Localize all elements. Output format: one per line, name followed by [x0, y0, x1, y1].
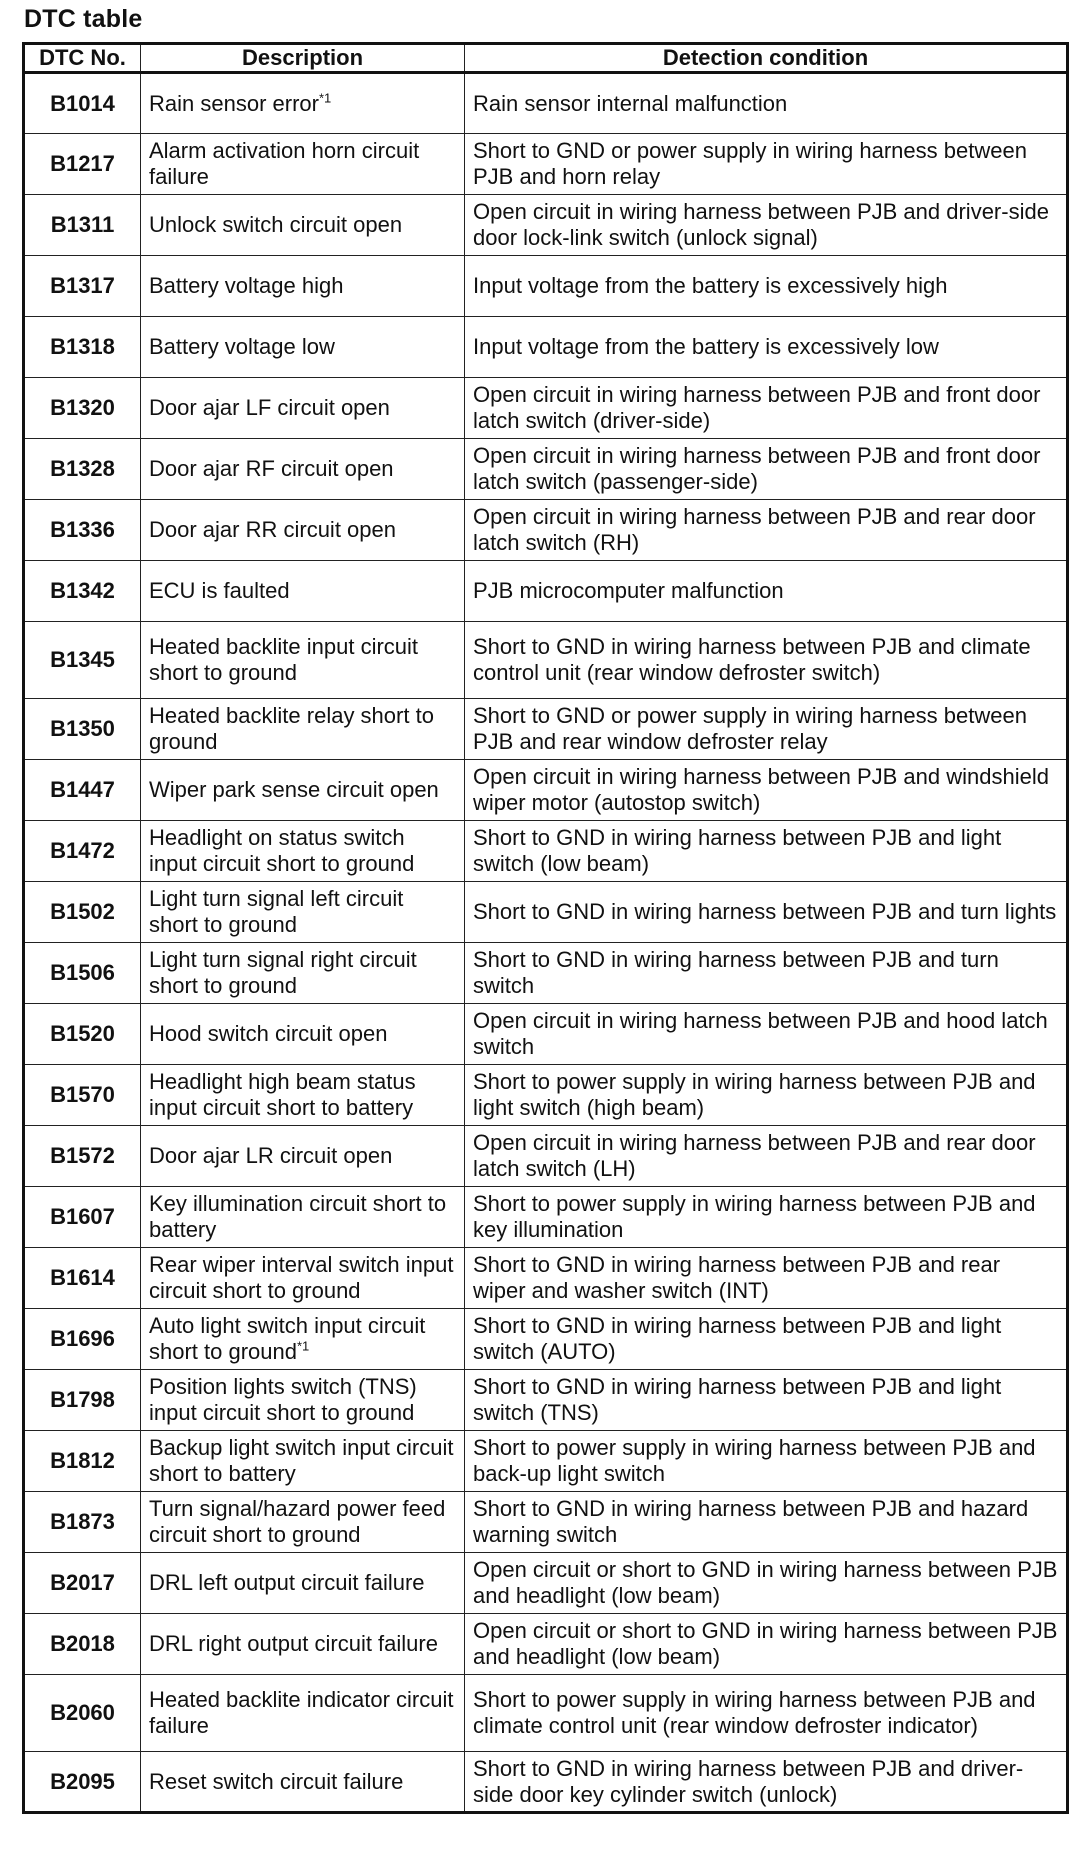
dtc-code-cell: B1570	[24, 1065, 141, 1126]
description-cell	[141, 1309, 465, 1370]
description-text: Key illumination circuit short to battery	[149, 1191, 447, 1242]
dtc-code-cell: B1607	[24, 1187, 141, 1248]
description-text: Door ajar LR circuit open	[149, 1143, 393, 1168]
description-cell	[141, 1431, 465, 1492]
description-text: Rear wiper interval switch input circuit short to ground	[149, 1252, 454, 1303]
footnote-marker: *1	[296, 1338, 310, 1354]
table-row	[24, 1752, 1068, 1813]
dtc-code-cell: B2018	[24, 1614, 141, 1675]
description-text: Heated backlite indicator circuit failure	[149, 1687, 454, 1738]
description-text: Door ajar LF circuit open	[149, 395, 390, 420]
description-text: Wiper park sense circuit open	[149, 777, 439, 802]
table-row	[24, 699, 1068, 760]
table-row	[24, 1431, 1068, 1492]
detection-condition-cell: Short to GND in wiring harness between PJB and rear wiper and washer switch (INT)	[465, 1248, 1068, 1309]
dtc-code-cell: B1572	[24, 1126, 141, 1187]
detection-condition-cell: PJB microcomputer malfunction	[465, 561, 1068, 622]
dtc-code-cell: B1350	[24, 699, 141, 760]
description-text: Alarm activation horn circuit failure	[149, 138, 420, 189]
table-row	[24, 73, 1068, 134]
table-row	[24, 195, 1068, 256]
description-text: Headlight on status switch input circuit short to ground	[149, 825, 415, 876]
dtc-code-cell: B1520	[24, 1004, 141, 1065]
description-cell	[141, 500, 465, 561]
detection-condition-cell: Short to GND in wiring harness between PJB and light switch (TNS)	[465, 1370, 1068, 1431]
header-row	[24, 44, 1068, 73]
dtc-table	[22, 42, 1069, 1814]
detection-condition-cell: Short to GND in wiring harness between PJB and light switch (AUTO)	[465, 1309, 1068, 1370]
detection-condition-cell: Open circuit in wiring harness between PJB and front door latch switch (driver-side)	[465, 378, 1068, 439]
dtc-code-cell: B1014	[24, 73, 141, 134]
dtc-code-cell: B1345	[24, 622, 141, 699]
description-cell	[141, 1553, 465, 1614]
detection-condition-cell: Short to GND in wiring harness between PJB and hazard warning switch	[465, 1492, 1068, 1553]
detection-condition-cell: Short to power supply in wiring harness between PJB and key illumination	[465, 1187, 1068, 1248]
dtc-code-cell: B2060	[24, 1675, 141, 1752]
description-cell	[141, 1065, 465, 1126]
description-text: Battery voltage low	[149, 334, 335, 359]
dtc-code-cell: B1502	[24, 882, 141, 943]
detection-condition-cell: Rain sensor internal malfunction	[465, 73, 1068, 134]
detection-condition-cell: Input voltage from the battery is excessively low	[465, 317, 1068, 378]
description-text: Light turn signal left circuit short to ground	[149, 886, 404, 937]
table-row	[24, 439, 1068, 500]
description-cell	[141, 622, 465, 699]
dtc-code-cell: B1320	[24, 378, 141, 439]
column-header-detection-condition: Detection condition	[465, 44, 1068, 73]
description-cell	[141, 1752, 465, 1813]
detection-condition-cell: Short to GND in wiring harness between PJB and driver-side door key cylinder switch (unlock)	[465, 1752, 1068, 1813]
table-row	[24, 760, 1068, 821]
description-cell	[141, 195, 465, 256]
detection-condition-cell: Short to GND in wiring harness between PJB and light switch (low beam)	[465, 821, 1068, 882]
detection-condition-cell: Open circuit in wiring harness between PJB and rear door latch switch (LH)	[465, 1126, 1068, 1187]
description-cell	[141, 1187, 465, 1248]
dtc-code-cell: B1317	[24, 256, 141, 317]
column-header-description: Description	[141, 44, 465, 73]
detection-condition-cell: Open circuit in wiring harness between PJB and hood latch switch	[465, 1004, 1068, 1065]
description-cell	[141, 1492, 465, 1553]
table-row	[24, 1309, 1068, 1370]
table-row	[24, 1614, 1068, 1675]
footnote-marker: *1	[318, 90, 332, 106]
description-cell	[141, 821, 465, 882]
detection-condition-cell: Open circuit in wiring harness between PJB and front door latch switch (passenger-side)	[465, 439, 1068, 500]
dtc-code-cell: B1447	[24, 760, 141, 821]
table-row	[24, 378, 1068, 439]
table-row	[24, 1065, 1068, 1126]
detection-condition-cell: Short to GND in wiring harness between PJB and climate control unit (rear window defroster switch)	[465, 622, 1068, 699]
description-text: Auto light switch input circuit short to ground	[149, 1313, 426, 1364]
description-cell	[141, 1004, 465, 1065]
detection-condition-cell: Short to GND in wiring harness between PJB and turn switch	[465, 943, 1068, 1004]
table-row	[24, 1492, 1068, 1553]
description-text: Battery voltage high	[149, 273, 344, 298]
description-cell	[141, 882, 465, 943]
table-row	[24, 561, 1068, 622]
table-row	[24, 1370, 1068, 1431]
description-cell	[141, 1126, 465, 1187]
description-text: Turn signal/hazard power feed circuit short to ground	[149, 1496, 446, 1547]
dtc-code-cell: B1328	[24, 439, 141, 500]
description-text: DRL left output circuit failure	[149, 1570, 425, 1595]
detection-condition-cell: Short to GND in wiring harness between PJB and turn lights	[465, 882, 1068, 943]
description-cell	[141, 1675, 465, 1752]
dtc-code-cell: B1217	[24, 134, 141, 195]
description-text: Headlight high beam status input circuit short to battery	[149, 1069, 416, 1120]
dtc-code-cell: B1506	[24, 943, 141, 1004]
description-text: Rain sensor error	[149, 90, 319, 116]
description-cell	[141, 760, 465, 821]
detection-condition-cell: Input voltage from the battery is excessively high	[465, 256, 1068, 317]
description-text: Unlock switch circuit open	[149, 212, 403, 237]
description-cell	[141, 134, 465, 195]
description-text: Heated backlite input circuit short to ground	[149, 634, 419, 685]
description-text: Hood switch circuit open	[149, 1021, 388, 1046]
table-row	[24, 882, 1068, 943]
description-text: DRL right output circuit failure	[149, 1631, 438, 1656]
table-row	[24, 256, 1068, 317]
dtc-code-cell: B1472	[24, 821, 141, 882]
description-text: ECU is faulted	[149, 578, 290, 603]
description-text: Light turn signal right circuit short to ground	[149, 947, 417, 998]
detection-condition-cell: Short to GND or power supply in wiring harness between PJB and rear window defroster relay	[465, 699, 1068, 760]
detection-condition-cell: Open circuit or short to GND in wiring harness between PJB and headlight (low beam)	[465, 1614, 1068, 1675]
description-text: Door ajar RR circuit open	[149, 517, 396, 542]
description-cell	[141, 1614, 465, 1675]
table-row	[24, 943, 1068, 1004]
description-text: Door ajar RF circuit open	[149, 456, 394, 481]
description-cell	[141, 1370, 465, 1431]
table-body	[24, 73, 1068, 1813]
detection-condition-cell: Short to GND or power supply in wiring harness between PJB and horn relay	[465, 134, 1068, 195]
table-row	[24, 1004, 1068, 1065]
detection-condition-cell: Open circuit in wiring harness between PJB and windshield wiper motor (autostop switch)	[465, 760, 1068, 821]
dtc-code-cell: B2095	[24, 1752, 141, 1813]
description-cell	[141, 943, 465, 1004]
dtc-code-cell: B1696	[24, 1309, 141, 1370]
detection-condition-cell: Short to power supply in wiring harness between PJB and light switch (high beam)	[465, 1065, 1068, 1126]
dtc-code-cell: B1873	[24, 1492, 141, 1553]
dtc-code-cell: B1336	[24, 500, 141, 561]
table-row	[24, 1675, 1068, 1752]
dtc-code-cell: B2017	[24, 1553, 141, 1614]
description-cell	[141, 317, 465, 378]
description-text: Position lights switch (TNS) input circuit short to ground	[149, 1374, 417, 1425]
detection-condition-cell: Short to power supply in wiring harness between PJB and back-up light switch	[465, 1431, 1068, 1492]
description-cell	[141, 439, 465, 500]
detection-condition-cell: Open circuit in wiring harness between PJB and driver-side door lock-link switch (unlock signal)	[465, 195, 1068, 256]
description-cell	[141, 1248, 465, 1309]
dtc-code-cell: B1311	[24, 195, 141, 256]
detection-condition-cell: Open circuit or short to GND in wiring harness between PJB and headlight (low beam)	[465, 1553, 1068, 1614]
description-cell	[141, 378, 465, 439]
description-text: Reset switch circuit failure	[149, 1768, 404, 1794]
table-row	[24, 134, 1068, 195]
dtc-code-cell: B1614	[24, 1248, 141, 1309]
detection-condition-cell: Short to power supply in wiring harness between PJB and climate control unit (rear window defroster indicator)	[465, 1675, 1068, 1752]
dtc-code-cell: B1342	[24, 561, 141, 622]
table-row	[24, 1248, 1068, 1309]
description-text: Heated backlite relay short to ground	[149, 703, 434, 754]
detection-condition-cell: Open circuit in wiring harness between PJB and rear door latch switch (RH)	[465, 500, 1068, 561]
table-row	[24, 500, 1068, 561]
description-cell	[141, 256, 465, 317]
dtc-code-cell: B1318	[24, 317, 141, 378]
table-row	[24, 317, 1068, 378]
table-row	[24, 821, 1068, 882]
description-text: Backup light switch input circuit short to battery	[149, 1435, 454, 1486]
table-row	[24, 1126, 1068, 1187]
dtc-code-cell: B1812	[24, 1431, 141, 1492]
description-cell	[141, 561, 465, 622]
description-cell	[141, 73, 465, 134]
table-row	[24, 1553, 1068, 1614]
column-header-dtc-no: DTC No.	[24, 44, 141, 73]
page-title: DTC table	[24, 5, 143, 33]
table-row	[24, 622, 1068, 699]
table-row	[24, 1187, 1068, 1248]
description-cell	[141, 699, 465, 760]
dtc-code-cell: B1798	[24, 1370, 141, 1431]
